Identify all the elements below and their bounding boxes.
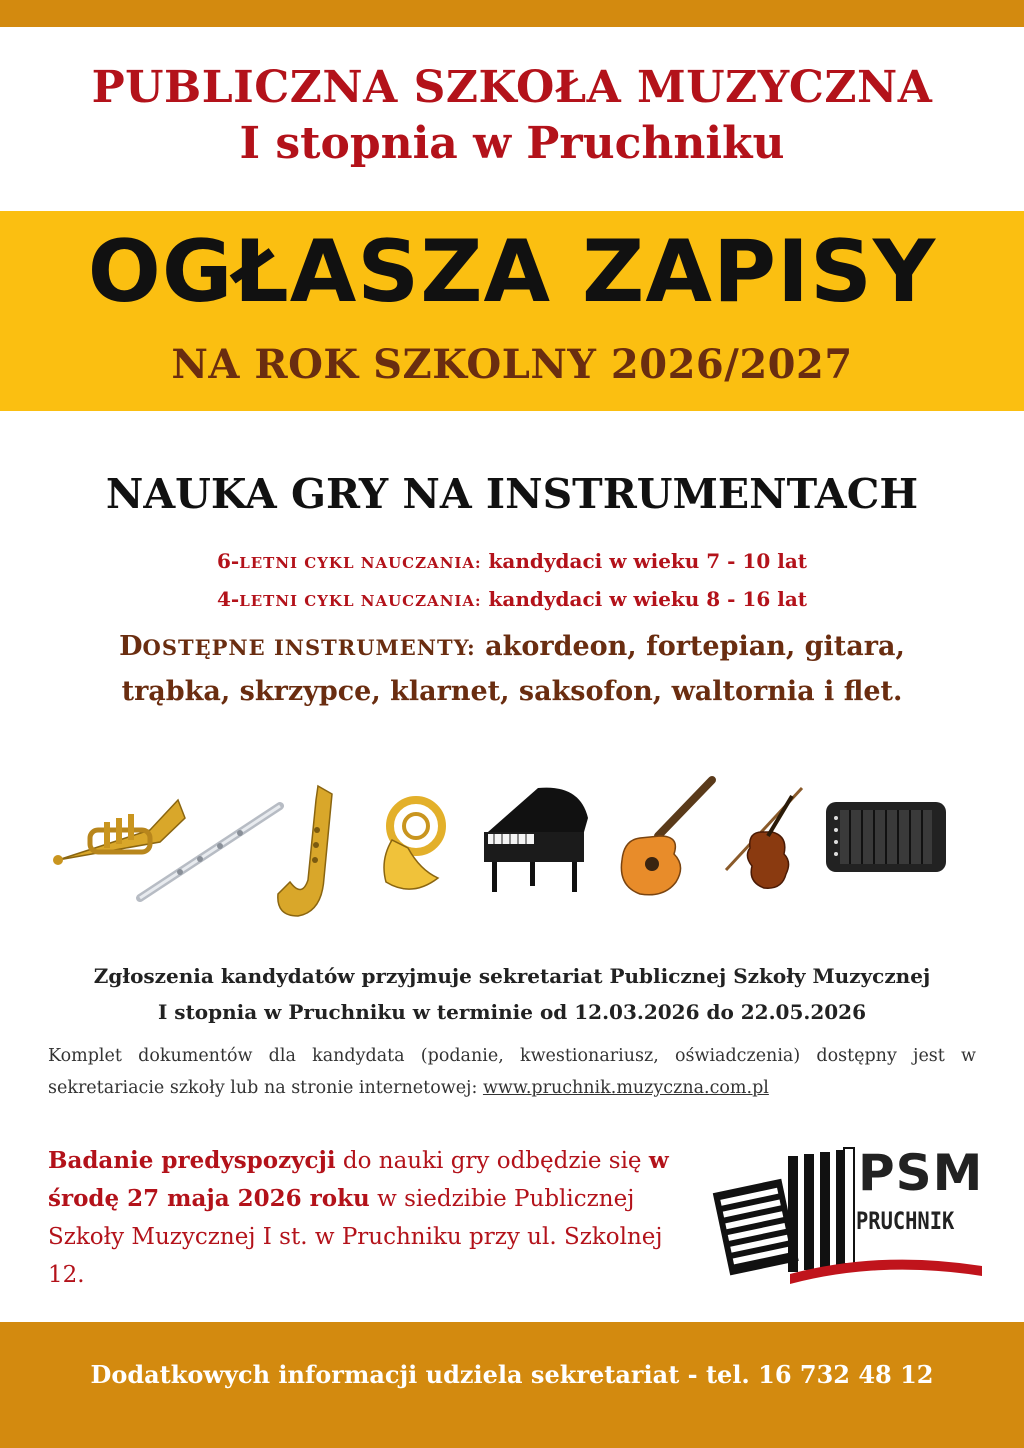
aptitude-date: w środę 27 maja 2026 roku	[48, 1147, 669, 1212]
aptitude-bold-1: Badanie predyspozycji	[48, 1147, 336, 1174]
aptitude-test-info	[48, 1142, 698, 1294]
cycle-detail: kandydaci w wieku 7 - 10 lat	[481, 549, 808, 573]
documents-text: Komplet dokumentów dla kandydata (podanie, kwestionariusz, oświadczenia) dostępny jest w sekretariacie szkoły lub na stronie internetowej:	[48, 1046, 976, 1098]
school-name-line2: I stopnia w Pruchniku	[239, 118, 785, 169]
footer-contact: Dodatkowych informacji udziela sekretariat - tel. 16 732 48 12	[90, 1360, 934, 1389]
instruments-list-2: trąbka, skrzypce, klarnet, saksofon, waltornia i flet.	[121, 676, 903, 707]
cycle-prefix: 4-	[216, 587, 240, 611]
top-bar	[0, 0, 1024, 27]
instruments-list-1: akordeon, fortepian, gitara,	[475, 631, 905, 662]
cycle-detail: kandydaci w wieku 8 - 16 lat	[481, 587, 808, 611]
applications-line2: I stopnia w Pruchniku w terminie od 12.03.2026 do 22.05.2026	[157, 1000, 867, 1024]
cycle-four-year	[0, 585, 1024, 615]
accordion-icon	[826, 802, 946, 872]
school-name	[0, 60, 1024, 172]
school-name-line1: PUBLICZNA SZKOŁA MUZYCZNA	[91, 62, 933, 113]
violin-icon	[726, 788, 802, 888]
section-title: NAUKA GRY NA INSTRUMENTACH	[105, 470, 919, 518]
logo-bottom-text: PRUCHNIK	[856, 1207, 955, 1235]
cycle-prefix: 6-	[216, 549, 240, 573]
guitar-icon	[621, 780, 712, 895]
website-link[interactable]: www.pruchnik.muzyczna.com.pl	[482, 1078, 769, 1098]
saxophone-icon	[278, 786, 332, 916]
french-horn-icon	[384, 800, 442, 889]
school-year: NA ROK SZKOLNY 2026/2027	[171, 341, 853, 388]
aptitude-text-4: w siedzibie Publicznej Szkoły Muzycznej I st. w Pruchniku przy ul. Szkolnej 12.	[48, 1186, 663, 1288]
psm-pruchnik-logo	[710, 1142, 990, 1292]
cycle-six-year	[0, 547, 1024, 577]
cycle-label: LETNI CYKL NAUCZANIA:	[239, 592, 482, 610]
headline: OGŁASZA ZAPISY	[87, 222, 937, 322]
instruments-label: OSTĘPNE INSTRUMENTY:	[142, 635, 476, 660]
grand-piano-icon	[484, 788, 588, 892]
applications-line1: Zgłoszenia kandydatów przyjmuje sekretariat Publicznej Szkoły Muzycznej	[93, 964, 931, 988]
trumpet-icon	[53, 800, 185, 865]
documents-info	[48, 1040, 976, 1104]
logo-top-text: PSM	[858, 1144, 984, 1202]
instruments-initial: D	[119, 631, 143, 662]
applications-info	[0, 958, 1024, 1030]
instrument-images	[40, 770, 984, 930]
cycle-label: LETNI CYKL NAUCZANIA:	[239, 554, 482, 572]
available-instruments	[0, 625, 1024, 714]
aptitude-text-2: do nauki gry odbędzie się	[335, 1148, 649, 1174]
